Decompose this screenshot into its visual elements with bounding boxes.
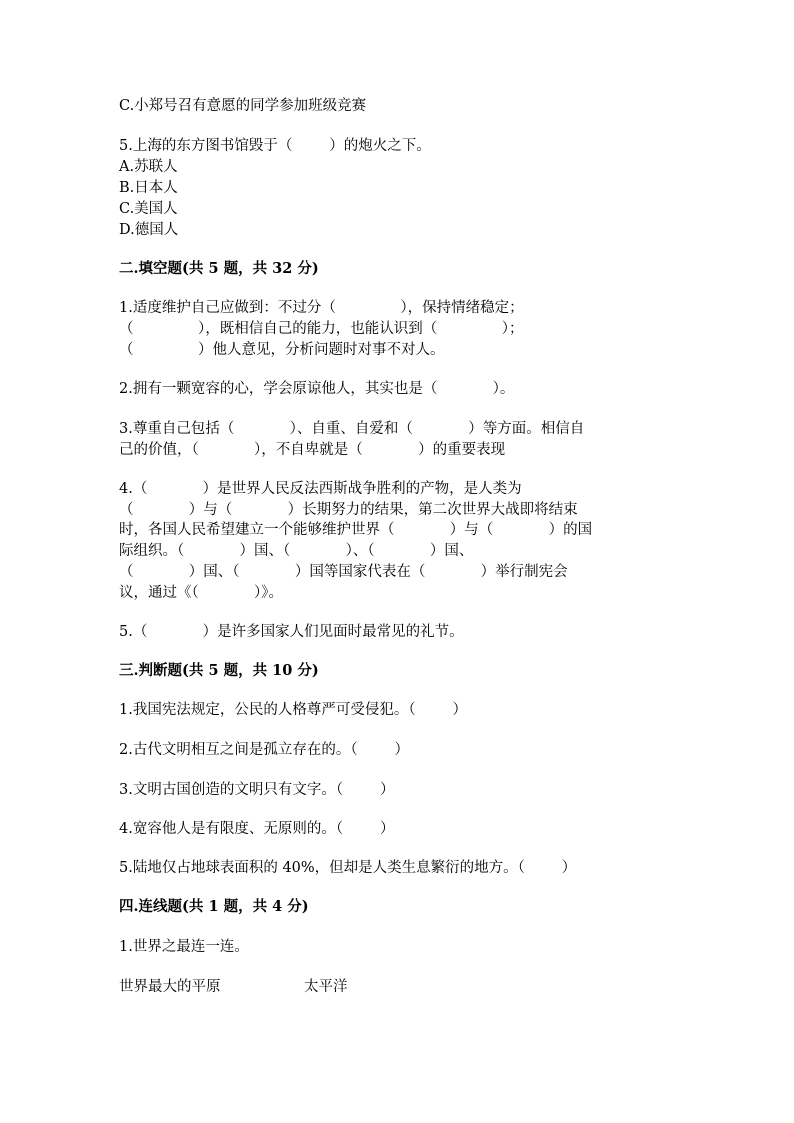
fill-line: 己的价值，（ ），不自卑就是（ ）的重要表现 xyxy=(119,442,506,458)
match-right-item: 太平洋 xyxy=(304,979,348,995)
fill-line: （ ），既相信自己的能力，也能认识到（ ）； xyxy=(119,321,524,337)
judge-item: 4.宽容他人是有限度、无原则的。（ ） xyxy=(119,821,395,837)
fill-line: 2.拥有一颗宽容的心，学会原谅他人，其实也是（ ）。 xyxy=(119,381,515,397)
prev-question-option-c: C.小郑号召有意愿的同学参加班级竞赛 xyxy=(119,98,367,114)
match-section-heading: 四.连线题(共 1 题，共 4 分) xyxy=(119,898,309,915)
fill-line: （ ）与（ ）长期努力的结果，第二次世界大战即将结束 xyxy=(119,502,578,518)
fill-line: （ ）国、（ ）国等国家代表在（ ）举行制宪会 xyxy=(119,564,568,580)
match-left-item: 世界最大的平原 xyxy=(119,979,221,995)
q5-stem: 5.上海的东方图书馆毁于（ ）的炮火之下。 xyxy=(119,138,431,154)
q5-option-b: B.日本人 xyxy=(119,180,178,196)
fill-line: 4.（ ）是世界人民反法西斯战争胜利的产物，是人类为 xyxy=(119,481,522,497)
judge-item: 2.古代文明相互之间是孤立存在的。（ ） xyxy=(119,742,409,758)
fill-line: 3.尊重自己包括（ ）、自重、自爱和（ ）等方面。相信自 xyxy=(119,421,585,437)
fill-section-heading: 二.填空题(共 5 题，共 32 分) xyxy=(119,260,319,277)
q5-option-a: A.苏联人 xyxy=(119,159,178,175)
judge-item: 1.我国宪法规定，公民的人格尊严可受侵犯。（ ） xyxy=(119,702,467,718)
judge-item: 3.文明古国创造的文明只有文字。（ ） xyxy=(119,782,395,798)
q5-option-d: D.德国人 xyxy=(119,222,179,238)
q5-option-c: C.美国人 xyxy=(119,201,178,217)
match-question: 1.世界之最连一连。 xyxy=(119,939,249,955)
judge-item: 5.陆地仅占地球表面积的 40%，但却是人类生息繁衍的地方。（ ） xyxy=(119,860,577,876)
fill-line: （ ）他人意见，分析问题时对事不对人。 xyxy=(119,342,445,358)
judge-section-heading: 三.判断题(共 5 题，共 10 分) xyxy=(119,662,319,679)
fill-line: 时，各国人民希望建立一个能够维护世界（ ）与（ ）的国 xyxy=(119,522,593,538)
fill-line: 5.（ ）是许多国家人们见面时最常见的礼节。 xyxy=(119,624,464,640)
fill-line: 际组织。（ ）国、（ ）、（ ）国、 xyxy=(119,543,474,559)
fill-line: 1.适度维护自己应做到：不过分（ ），保持情绪稳定； xyxy=(119,300,524,316)
fill-line: 议，通过《（ ）》。 xyxy=(119,585,284,601)
